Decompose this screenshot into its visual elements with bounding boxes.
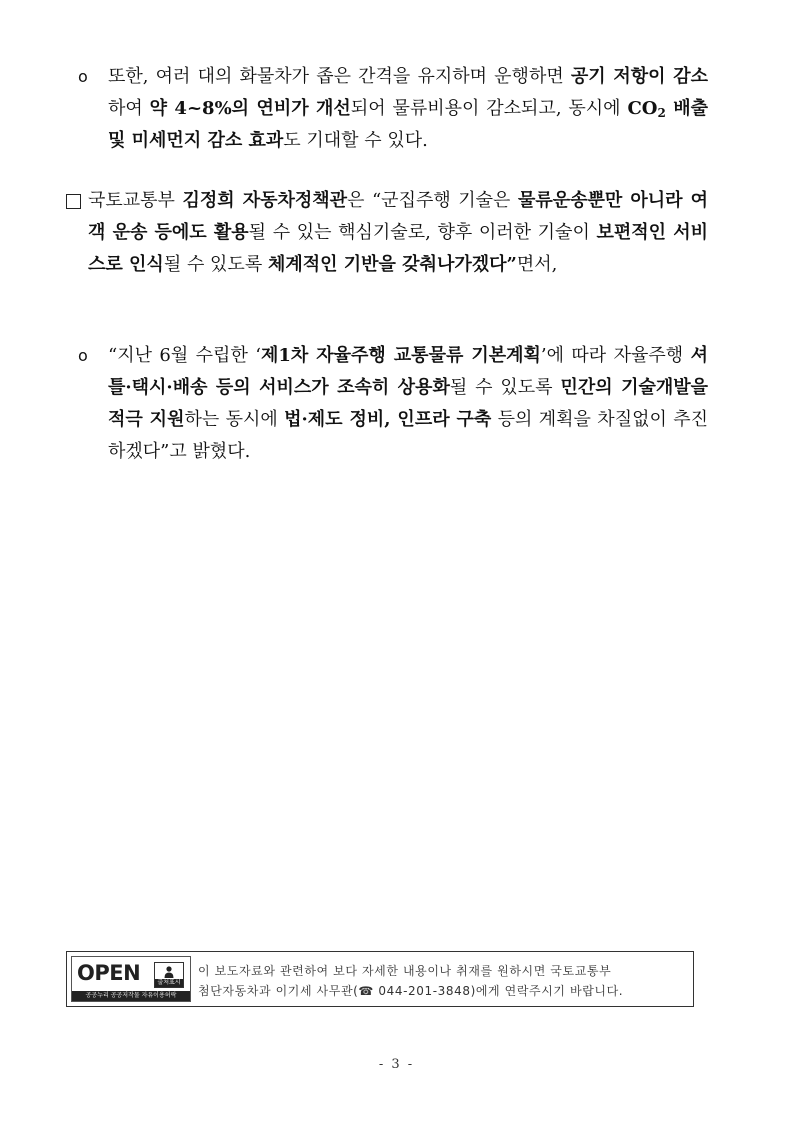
contact-footer-box xyxy=(66,951,694,1007)
emphasis-text: 셔틀·택시·배송 등의 서비스가 조속히 상용화 xyxy=(108,345,708,398)
body-text: “지난 6월 수립한 ‘ xyxy=(108,345,261,366)
contact-line-1: 이 보도자료와 관련하여 보다 자세한 내용이나 취재를 원하시면 국토교통부 xyxy=(198,964,612,978)
emphasis-text: 법·제도 정비, 인프라 구축 xyxy=(284,409,492,430)
body-text: 될 수 있는 핵심기술로, 향후 이러한 기술이 xyxy=(248,222,597,243)
emphasis-text: 2 xyxy=(657,106,666,120)
emphasis-text: 공기 저항이 감소 xyxy=(570,66,709,87)
emphasis-text: 민간의 기술개발을 적극 지원 xyxy=(108,377,709,430)
person-icon xyxy=(164,966,174,978)
open-logo-word: OPEN xyxy=(77,961,141,985)
bullet-circle: o xyxy=(78,346,88,365)
emphasis-text: 배출 및 미세먼지 감소 효과 xyxy=(108,98,708,151)
paragraph-official-statement xyxy=(88,185,708,281)
emphasis-text: 보편적인 서비스로 인식 xyxy=(88,222,708,275)
body-text: 또한, 여러 대의 화물차가 좁은 간격을 유지하며 운행하면 xyxy=(108,66,571,87)
contact-text xyxy=(198,961,623,1001)
bullet-circle: o xyxy=(78,67,88,86)
kogl-open-logo xyxy=(71,956,191,1002)
body-text: 면서, xyxy=(516,254,558,275)
body-text: 국토교통부 xyxy=(88,190,183,211)
body-text: 도 기대할 수 있다. xyxy=(283,130,428,151)
body-text: 될 수 있도록 xyxy=(449,377,561,398)
body-text: 되어 물류비용이 감소되고, 동시에 xyxy=(350,98,628,119)
attribution-badge xyxy=(154,962,184,988)
contact-line-2: 첨단자동차과 이기세 사무관(☎ 044-201-3848)에게 연락주시기 바랍니다. xyxy=(198,984,624,998)
emphasis-text: 제1차 자율주행 교통물류 기본계획 xyxy=(261,345,541,366)
body-text: 될 수 있도록 xyxy=(163,254,268,275)
logo-caption-bar: 공공누리 공공저작물 자유이용허락 xyxy=(72,991,190,1001)
emphasis-text: 물류운송뿐만 아니라 여객 운송 등에도 활용 xyxy=(88,190,708,243)
emphasis-text: 체계적인 기반을 갖춰나가겠다” xyxy=(267,254,517,275)
body-text: ’에 따라 자율주행 xyxy=(540,345,691,366)
body-text: 등의 계획을 차질없이 추진하겠다”고 밝혔다. xyxy=(108,409,708,462)
body-text: 하는 동시에 xyxy=(184,409,285,430)
paragraph-plan-quote xyxy=(108,340,708,468)
emphasis-text: 약 4~8%의 연비가 개선 xyxy=(149,98,351,119)
bullet-square xyxy=(66,194,81,209)
paragraph-platooning-effects xyxy=(108,61,708,157)
emphasis-text: CO xyxy=(627,98,658,119)
body-text: 은 “군집주행 기술은 xyxy=(347,190,518,211)
badge-label: 출처표시 xyxy=(155,979,183,987)
page-number: - 3 - xyxy=(378,1057,415,1072)
emphasis-text: 김정희 자동차정책관 xyxy=(182,190,348,211)
body-text: 하여 xyxy=(108,98,150,119)
